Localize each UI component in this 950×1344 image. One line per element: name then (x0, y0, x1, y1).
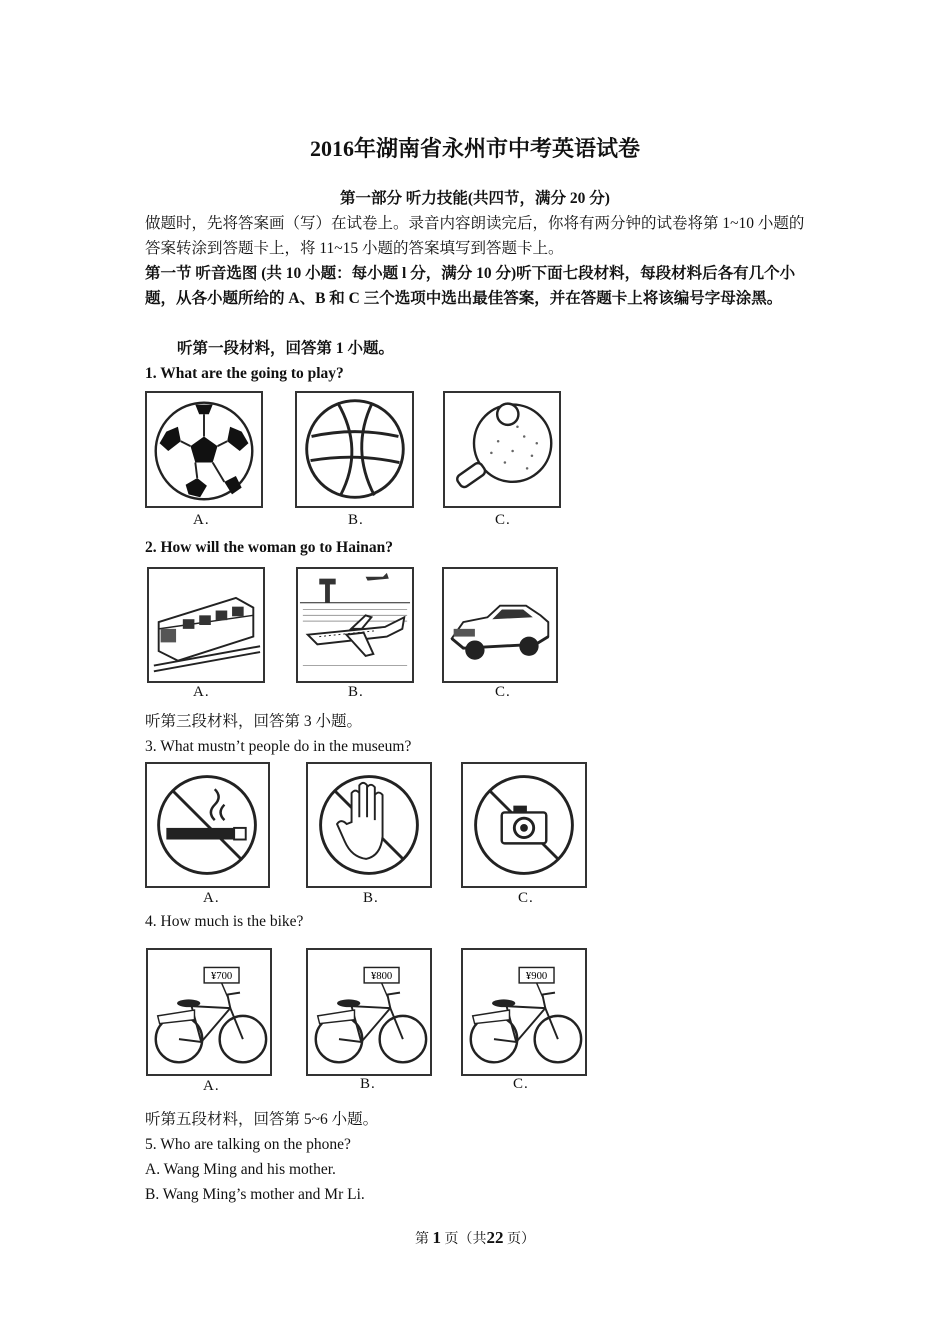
bike-800-picture (306, 948, 432, 1076)
no-touching-picture (306, 762, 432, 888)
q1-option-a: A. (193, 512, 210, 528)
q1-option-b: B. (348, 512, 364, 528)
q1-option-c: C. (495, 512, 511, 528)
soccer-ball-picture (145, 391, 263, 508)
footer-middle: 页（共 (444, 1232, 487, 1247)
footer-suffix: 页） (507, 1232, 535, 1247)
basketball-picture (295, 391, 414, 508)
question-2: 2. How will the woman go to Hainan? (145, 539, 394, 556)
q3-option-b: B. (363, 890, 379, 906)
question-3: 3. What mustn’t people do in the museum? (145, 738, 412, 755)
q4-option-c: C. (513, 1076, 529, 1092)
no-photos-picture (461, 762, 587, 888)
question-4: 4. How much is the bike? (145, 913, 304, 930)
footer-prefix: 第 (415, 1232, 429, 1247)
question-1: 1. What are the going to play? (145, 365, 344, 382)
ping-pong-picture (443, 391, 561, 508)
total-pages: 22 (486, 1228, 504, 1247)
airplane-picture (296, 567, 414, 683)
q3-option-c: C. (518, 890, 534, 906)
listen-instruction-5: 听第五段材料，回答第 5~6 小题。 (145, 1111, 379, 1128)
bike-price-tag: ¥700 (210, 971, 233, 983)
part-heading: 第一部分 听力技能(共四节，满分 20 分) (340, 190, 610, 207)
no-smoking-picture (145, 762, 270, 888)
q5-option-a: A. Wang Ming and his mother. (145, 1161, 336, 1178)
intro-paragraph: 做题时，先将答案画（写）在试卷上。录音内容朗读完后，你将有两分钟的试卷将第 1~10 小题的答案转涂到答题卡上，将 11~15 小题的答案填写到答题卡上。 (145, 215, 805, 257)
q2-option-c: C. (495, 684, 511, 700)
question-5: 5. Who are talking on the phone? (145, 1136, 351, 1153)
listen-instruction-1: 听第一段材料，回答第 1 小题。 (177, 340, 395, 357)
q2-option-b: B. (348, 684, 364, 700)
bike-price-tag: ¥800 (370, 971, 393, 983)
section-heading: 第一节 听音选图 (共 10 小题：每小题 l 分，满分 10 分)听下面七段材料，每段材料后各有几个小题，从各小题所给的 A、B 和 C 三个选项中选出最佳答案，并在答题卡上将该编号字母涂黑。 (145, 265, 796, 307)
bike-900-picture (461, 948, 587, 1076)
page-number: 1 (432, 1228, 441, 1247)
listen-instruction-3: 听第三段材料，回答第 3 小题。 (145, 713, 363, 730)
page-footer (0, 1228, 950, 1248)
q2-option-a: A. (193, 684, 210, 700)
train-picture (147, 567, 265, 683)
exam-title: 2016年湖南省永州市中考英语试卷 (309, 136, 640, 161)
bike-700-picture (146, 948, 272, 1076)
q5-option-b: B. Wang Ming’s mother and Mr Li. (145, 1186, 365, 1203)
q4-option-b: B. (360, 1076, 376, 1092)
q3-option-a: A. (203, 890, 220, 906)
car-picture (442, 567, 558, 683)
q4-option-a: A. (203, 1078, 220, 1094)
bike-price-tag: ¥900 (525, 971, 548, 983)
